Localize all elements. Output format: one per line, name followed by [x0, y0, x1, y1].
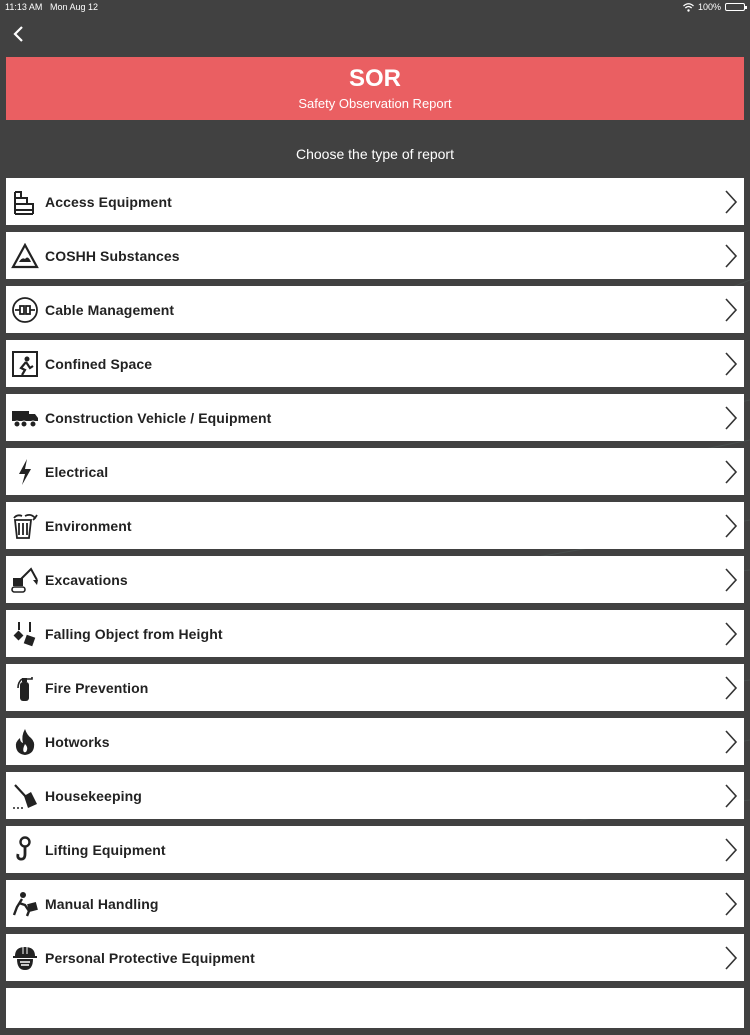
chevron-right-icon: [724, 351, 738, 377]
chevron-right-icon: [724, 297, 738, 323]
excavator-icon: [11, 566, 39, 594]
chevron-right-icon: [724, 189, 738, 215]
report-type-prompt: Choose the type of report: [296, 146, 454, 162]
lifting-person-icon: [11, 890, 39, 918]
access-equipment-icon: [11, 188, 39, 216]
chevron-right-icon: [724, 243, 738, 269]
recycle-bin-icon: [11, 512, 39, 540]
chevron-right-icon: [724, 945, 738, 971]
list-item-falling-object[interactable]: [6, 610, 744, 657]
page-subtitle: Safety Observation Report: [298, 96, 452, 111]
back-button[interactable]: [6, 22, 30, 46]
list-item-label: Confined Space: [45, 355, 153, 372]
list-item-label: Falling Object from Height: [45, 625, 223, 642]
list-item-lifting-equipment[interactable]: [6, 826, 744, 873]
list-item-cable-management[interactable]: [6, 286, 744, 333]
chevron-right-icon: [724, 891, 738, 917]
list-item-label: Personal Protective Equipment: [45, 949, 255, 966]
list-item-label: Housekeeping: [45, 787, 142, 804]
chevron-right-icon: [724, 621, 738, 647]
list-item-ppe[interactable]: [6, 934, 744, 981]
chevron-right-icon: [724, 675, 738, 701]
confined-space-icon: [11, 350, 39, 378]
list-item-confined-space[interactable]: [6, 340, 744, 387]
list-item-coshh-substances[interactable]: [6, 232, 744, 279]
fire-extinguisher-icon: [11, 674, 39, 702]
chevron-right-icon: [724, 783, 738, 809]
status-date: Mon Aug 12: [50, 2, 99, 12]
list-item-electrical[interactable]: [6, 448, 744, 495]
falling-object-icon: [11, 620, 39, 648]
list-item-manual-handling[interactable]: [6, 880, 744, 927]
report-header: [6, 57, 744, 120]
chevron-right-icon: [724, 405, 738, 431]
list-item-construction-vehicle[interactable]: [6, 394, 744, 441]
chevron-right-icon: [724, 729, 738, 755]
list-item-label: Manual Handling: [45, 895, 159, 912]
crane-hook-icon: [11, 836, 39, 864]
dump-truck-icon: [11, 404, 39, 432]
list-item-partial[interactable]: [6, 988, 744, 1028]
battery-icon: [725, 3, 745, 11]
lightning-icon: [11, 458, 39, 486]
list-item-label: COSHH Substances: [45, 247, 180, 264]
list-item-label: Electrical: [45, 463, 109, 480]
hard-hat-icon: [11, 944, 39, 972]
list-item-hotworks[interactable]: [6, 718, 744, 765]
list-item-label: Access Equipment: [45, 193, 172, 210]
report-type-list: [6, 178, 744, 1035]
list-item-label: Construction Vehicle / Equipment: [45, 409, 272, 426]
wifi-icon: [683, 3, 694, 12]
chevron-right-icon: [724, 567, 738, 593]
list-item-label: Excavations: [45, 571, 128, 588]
list-item-housekeeping[interactable]: [6, 772, 744, 819]
chevron-right-icon: [724, 459, 738, 485]
status-right: [683, 0, 745, 14]
list-item-label: Fire Prevention: [45, 679, 149, 696]
status-bar: [0, 0, 750, 16]
list-item-label: Lifting Equipment: [45, 841, 166, 858]
chevron-right-icon: [724, 513, 738, 539]
list-item-environment[interactable]: [6, 502, 744, 549]
list-item-access-equipment[interactable]: [6, 178, 744, 225]
page-title: SOR: [348, 65, 401, 92]
chevron-left-icon: [12, 25, 24, 43]
battery-percent: 100%: [697, 2, 721, 12]
list-item-excavations[interactable]: [6, 556, 744, 603]
chevron-right-icon: [724, 837, 738, 863]
broom-icon: [11, 782, 39, 810]
coshh-icon: [11, 242, 39, 270]
list-item-fire-prevention[interactable]: [6, 664, 744, 711]
list-item-label: Environment: [45, 517, 132, 534]
cable-icon: [11, 296, 39, 324]
list-item-label: Cable Management: [45, 301, 175, 318]
list-item-label: Hotworks: [45, 733, 110, 750]
status-time: 11:13 AM: [5, 2, 43, 12]
flame-icon: [11, 728, 39, 756]
